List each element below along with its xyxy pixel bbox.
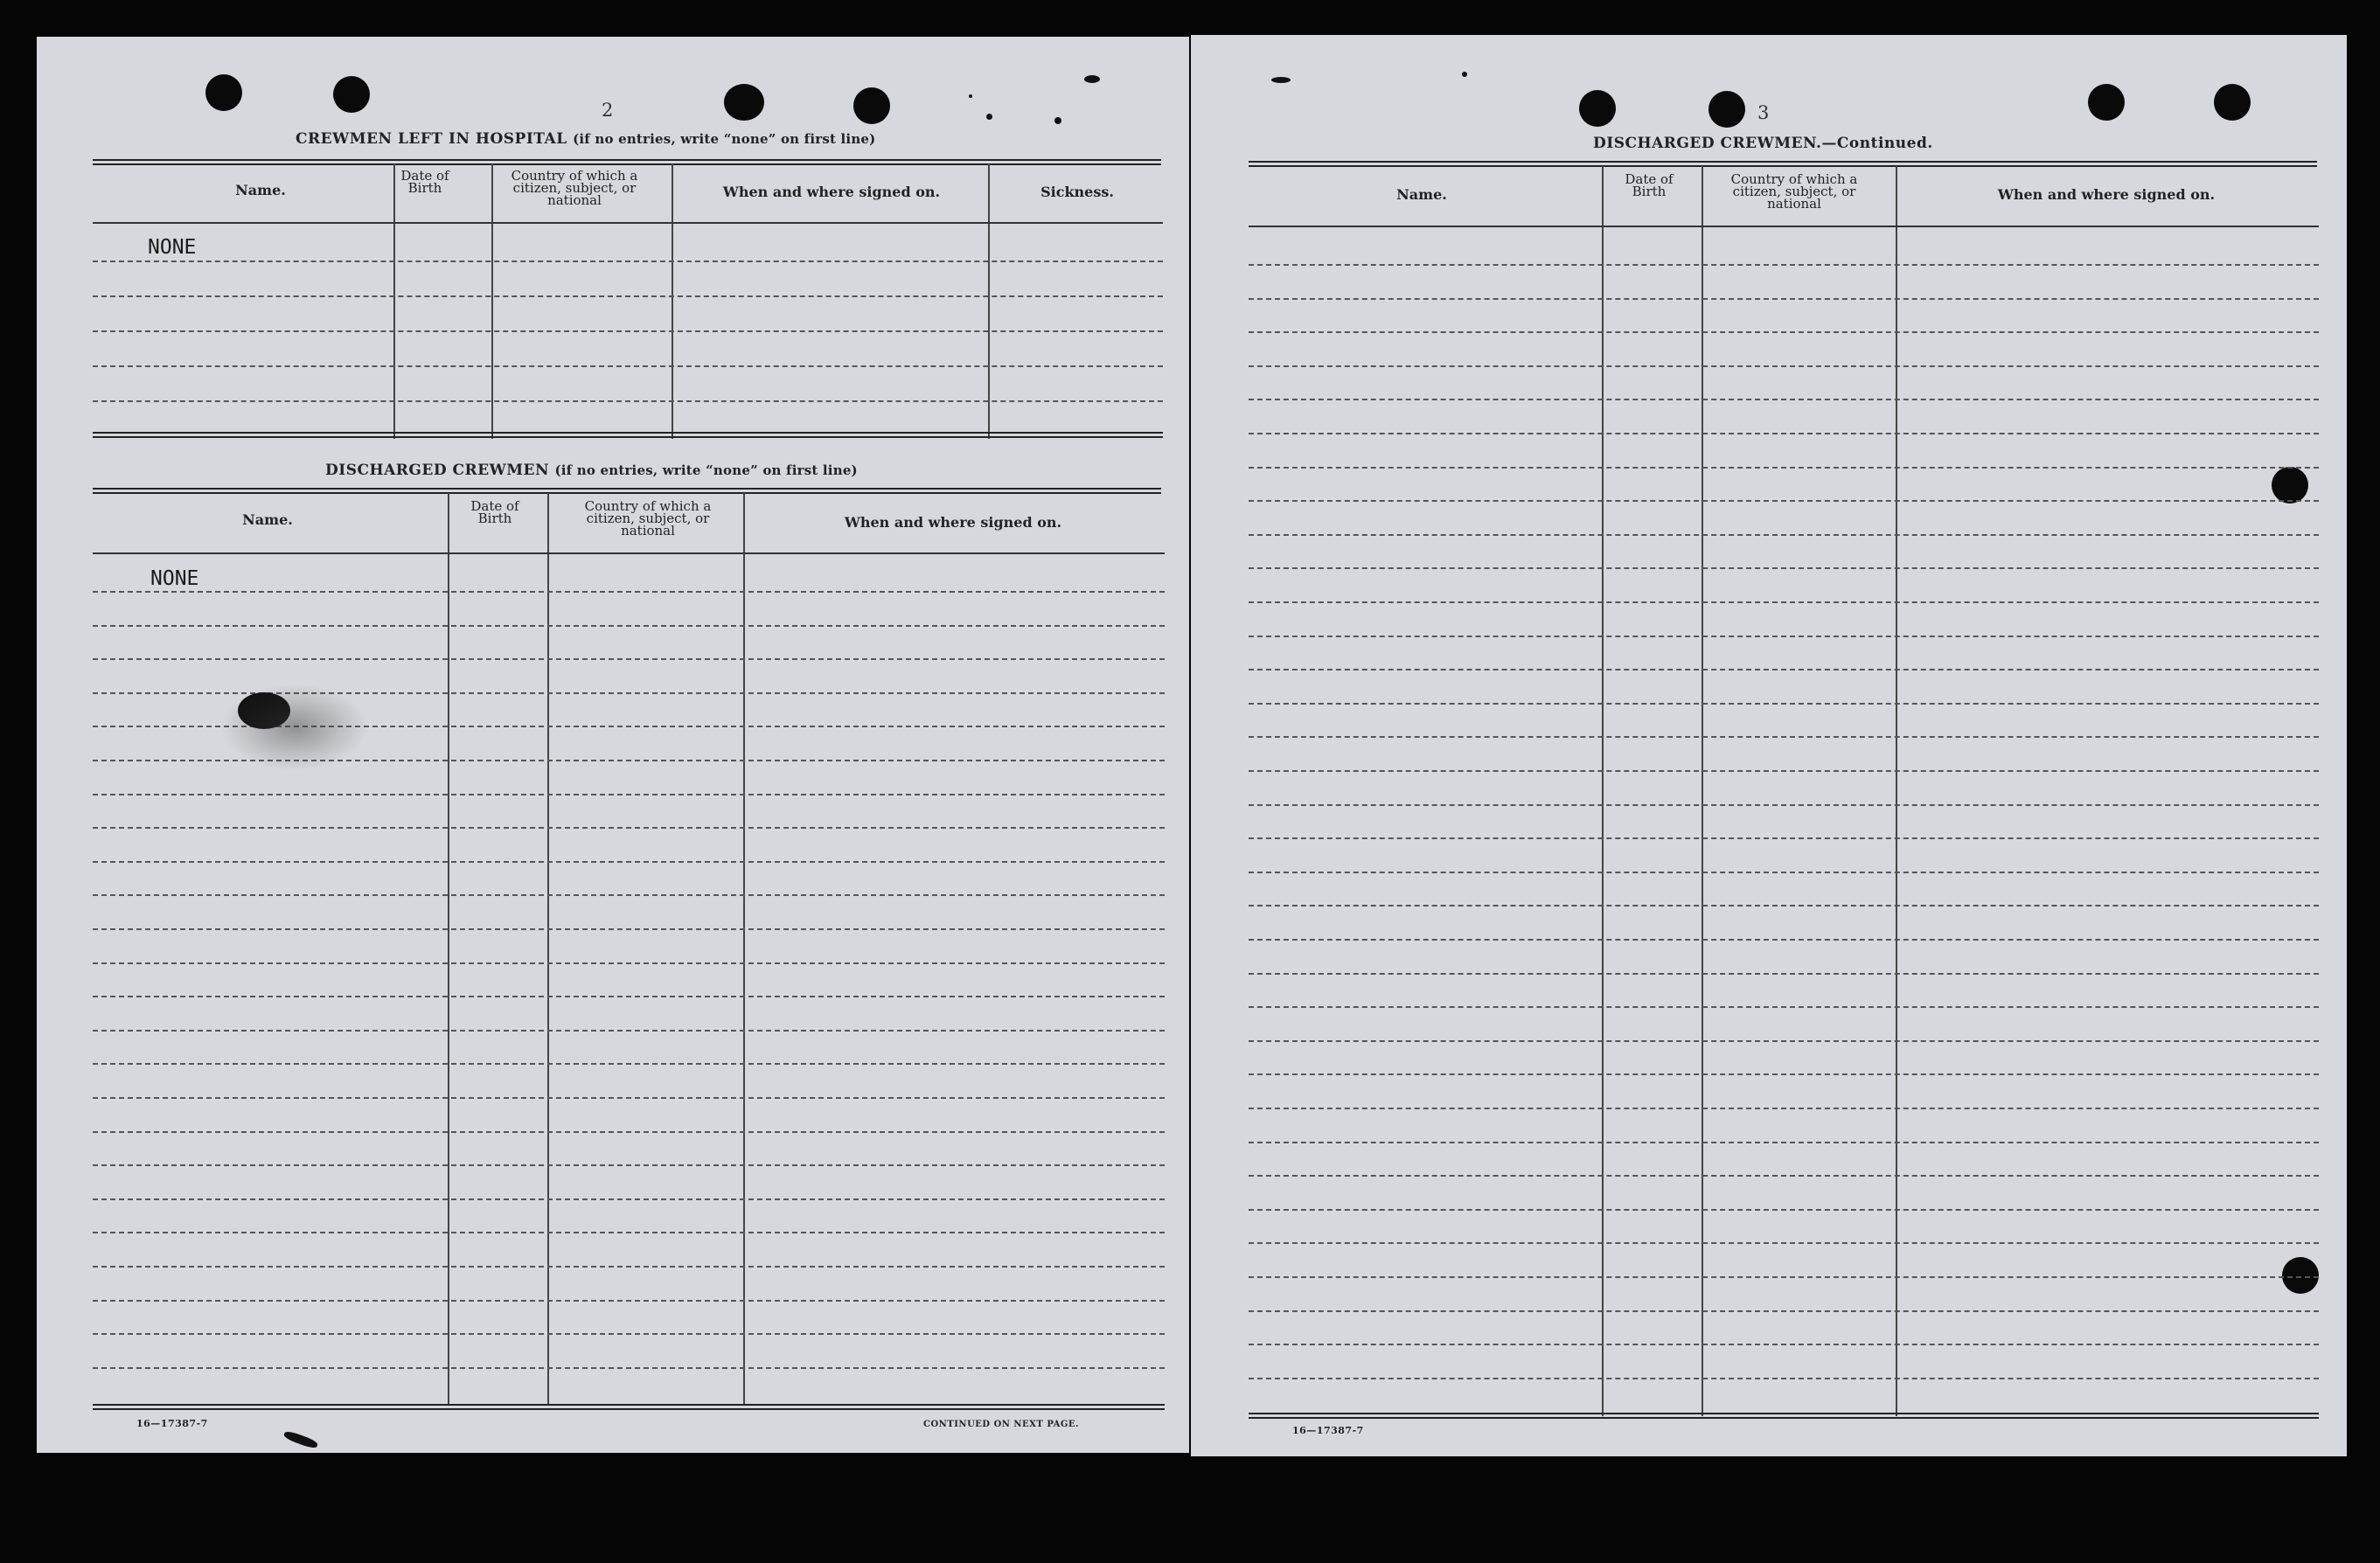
table-row-line — [93, 1333, 1165, 1335]
table-row-line — [93, 295, 1163, 297]
continued-note: CONTINUED ON NEXT PAGE. — [923, 1420, 1080, 1429]
col-divider — [1896, 166, 1897, 1416]
speck — [1084, 75, 1100, 83]
col-header-name: Name. — [1396, 186, 1447, 203]
left-page — [37, 37, 1189, 1453]
section-note: (if no entries, write “none” on first line) — [573, 131, 876, 147]
col-divider — [672, 163, 673, 439]
rule — [1249, 1413, 2319, 1419]
col-divider — [491, 163, 493, 439]
col-header-dob: Date of Birth — [470, 498, 519, 526]
table-row-line — [93, 996, 1165, 997]
col-header-name: Name. — [235, 182, 286, 198]
table-row-line — [1249, 298, 2319, 300]
speck — [969, 94, 972, 98]
punch-hole — [205, 74, 242, 111]
table-row-line — [1249, 1073, 2319, 1075]
section-note: (if no entries, write “none” on first line) — [554, 462, 858, 478]
table-row-line — [1249, 939, 2319, 941]
table-row-line — [93, 894, 1165, 896]
page-number: 3 — [1757, 102, 1770, 123]
table-row-line — [1249, 669, 2319, 670]
speck — [1462, 72, 1467, 77]
table-row-line — [1249, 1209, 2319, 1211]
table-row-line — [93, 591, 1165, 593]
form-number: 16—17387-7 — [1292, 1425, 1364, 1436]
header-rule — [1249, 226, 2319, 227]
col-header-sickness: Sickness. — [1040, 184, 1114, 200]
table-row-line — [1249, 500, 2319, 502]
table-row-line — [1249, 1175, 2319, 1177]
table-row-line — [1249, 1108, 2319, 1109]
table-row-line — [1249, 467, 2319, 469]
col-header-signed-on: When and where signed on. — [1997, 186, 2216, 203]
page-number: 2 — [602, 100, 614, 121]
col-divider — [448, 493, 449, 1406]
table-row-line — [1249, 1142, 2319, 1143]
table-row-line — [93, 365, 1163, 367]
col-divider — [1701, 166, 1703, 1416]
punch-hole — [2214, 84, 2251, 121]
table-row-line — [1249, 1242, 2319, 1244]
col-header-signed-on: When and where signed on. — [844, 514, 1062, 531]
table-row-line — [1249, 703, 2319, 705]
table-row-line — [93, 827, 1165, 829]
table-row-line — [93, 1300, 1165, 1302]
table-row-line — [1249, 872, 2319, 873]
col-divider — [743, 493, 745, 1406]
table-row-line — [93, 1198, 1165, 1200]
col-divider — [988, 163, 990, 439]
rule — [93, 432, 1163, 438]
table-row-line — [1249, 1040, 2319, 1042]
table-row-line — [93, 625, 1165, 627]
section-title-hospital — [296, 130, 875, 148]
table-row-line — [93, 1063, 1165, 1065]
table-row-line — [1249, 1006, 2319, 1008]
table-row-line — [1249, 1378, 2319, 1379]
table-row-line — [1249, 973, 2319, 975]
table-row-line — [93, 260, 1163, 262]
table-row-line — [1249, 399, 2319, 400]
col-divider — [547, 493, 549, 1406]
table-row-line — [1249, 837, 2319, 839]
table-row-line — [1249, 365, 2319, 367]
punch-hole — [2282, 1257, 2319, 1294]
table-row-line — [93, 1164, 1165, 1166]
table-row-line — [1249, 567, 2319, 569]
table-row-line — [1249, 1344, 2319, 1345]
table-row-line — [93, 1232, 1165, 1233]
punch-hole — [853, 87, 890, 124]
punch-hole — [2272, 467, 2308, 504]
punch-hole — [333, 76, 370, 113]
col-divider — [393, 163, 395, 439]
section-title-text: DISCHARGED CREWMEN — [325, 462, 550, 479]
col-header-country: Country of which a citizen, subject, or national — [1730, 171, 1858, 212]
table-row-line — [1249, 601, 2319, 603]
section-title-discharged — [325, 462, 858, 479]
table-row-line — [1249, 905, 2319, 907]
col-header-name: Name. — [242, 511, 293, 528]
speck — [1054, 117, 1061, 124]
rule — [93, 1404, 1165, 1410]
table-row-line — [93, 330, 1163, 332]
col-header-country: Country of which a citizen, subject, or national — [584, 498, 712, 538]
section-title-text: CREWMEN LEFT IN HOSPITAL — [296, 130, 567, 148]
speck — [282, 1429, 318, 1449]
table-row-line — [1249, 736, 2319, 738]
section-title-discharged-continued: DISCHARGED CREWMEN.—Continued. — [1593, 135, 1933, 152]
table-row-line — [93, 1266, 1165, 1268]
table-row-line — [93, 928, 1165, 930]
table-row-line — [1249, 1310, 2319, 1312]
table-row-line — [1249, 804, 2319, 806]
rule — [93, 488, 1161, 494]
table-row-line — [1249, 331, 2319, 333]
punch-hole — [2088, 84, 2125, 121]
table-row-line — [1249, 264, 2319, 266]
col-header-signed-on: When and where signed on. — [722, 184, 941, 200]
table-row-line — [93, 1097, 1165, 1099]
table-row-line — [1249, 534, 2319, 536]
table-row-line — [93, 1030, 1165, 1032]
punch-hole — [1579, 90, 1616, 127]
table-row-line — [1249, 770, 2319, 772]
rule — [93, 159, 1161, 165]
table-row-line — [93, 861, 1165, 863]
punch-hole — [1708, 91, 1745, 128]
rule — [1249, 161, 2317, 167]
form-number: 16—17387-7 — [136, 1418, 208, 1429]
hospital-first-entry: NONE — [148, 236, 197, 259]
table-row-line — [93, 1131, 1165, 1133]
speck — [1271, 77, 1291, 83]
col-divider — [1602, 166, 1604, 1416]
col-header-dob: Date of Birth — [400, 168, 449, 196]
speck — [986, 114, 992, 120]
table-row-line — [93, 962, 1165, 964]
table-row-line — [93, 658, 1165, 660]
ink-smudge — [220, 684, 369, 771]
discharged-first-entry: NONE — [150, 567, 199, 590]
table-row-line — [93, 400, 1163, 402]
table-row-line — [1249, 1276, 2319, 1278]
table-row-line — [93, 794, 1165, 795]
header-rule — [93, 222, 1163, 224]
table-row-line — [1249, 636, 2319, 637]
table-row-line — [93, 1367, 1165, 1369]
table-row-line — [1249, 433, 2319, 434]
punch-hole — [724, 84, 764, 121]
header-rule — [93, 552, 1165, 554]
right-page — [1191, 35, 2347, 1456]
col-header-country: Country of which a citizen, subject, or national — [511, 168, 638, 208]
col-header-dob: Date of Birth — [1625, 171, 1674, 199]
